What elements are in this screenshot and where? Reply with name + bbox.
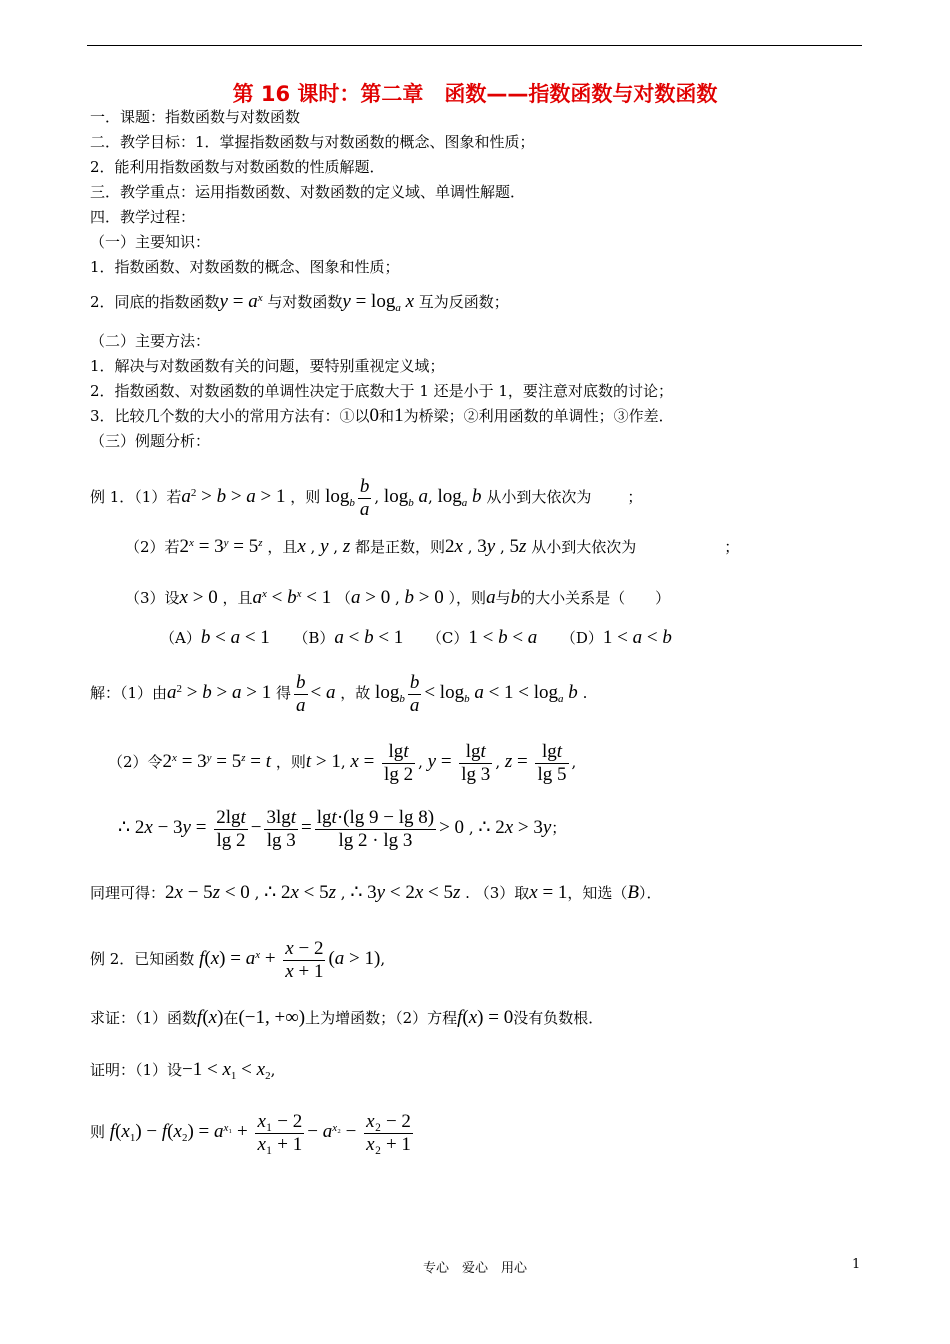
solution-part-3: ∴ 2x − 3y = $\frac{2\lg t}{\lg 2}$ − $\frac{3\lg t}{\lg 3}$ = $\frac{\lg t\cdot(\lg 9 - \lg 8)}{\lg 2 \cdot \lg 3}$ > 0 , ∴ 2x > 3y； [118,806,567,851]
line-goal-2: 2．能利用指数函数与对数函数的性质解题． [90,158,385,176]
page-title: 第 16 课时：第二章 函数——指数函数与对数函数 [232,82,718,106]
line-key-points: 三．教学重点：运用指数函数、对数函数的定义域、单调性解题． [90,183,526,201]
example-1-part-2: （2）若$2^x = 3^y = 5^z$ ，且x , y , z 都是正数，则2x , 3y , 5z 从小到大依次为 ； [125,536,740,557]
example-2: 例 2．已知函数 $f(x) = a^x$ + $\frac{x - 2}{x + 1}$ (a > 1), [90,937,386,982]
solution-part-2: （2）令$2^x = 3^y = 5^z = t$ ，则t > 1, x = $\frac{\lg t}{\lg 2}$ , y = $\frac{\lg t}{\lg 3}$ , z = $\frac{\lg t}{\lg 5}$ , [108,740,577,785]
example-1-part-3: （3）设x > 0 ，且$a^x < b^x < 1$ （a > 0 , b > 0 ），则a与b的大小关系是（ ） [125,587,671,608]
example-1-part-1: 例 1．（1）若$a^2 > b > a > 1$ ，则 $\log_b$ $\frac{b}{a}$ , $\log_b a$, $\log_a b$ 从小到大依次为 ； [90,475,643,520]
page-footer: 专心 爱心 用心 [422,1261,527,1276]
solution-part-4: 同理可得：2x − 5z < 0 , ∴ 2x < 5z , ∴ 3y < 2x < 5z . （3）取x = 1，知选（B）． [90,882,662,903]
option-b: （B）a < b < 1 [293,627,404,648]
proof-part-1: 证明：（1）设$-1 < x_1 < x_2$, [90,1059,276,1082]
line-method-3: 3．比较几个数的大小的常用方法有：①以0和1为桥梁；②利用函数的单调性；③作差． [90,405,674,426]
solution-part-1: 解：（1）由$a^2 > b > a > 1$ 得 $\frac{b}{a}$ < a ，故 $\log_b$ $\frac{b}{a}$ < $\log_b a < 1 < \log_a b$ . [90,671,588,716]
header-rule [87,45,862,46]
option-d: （D）1 < a < b [560,627,672,648]
line-main-knowledge: （一）主要知识： [90,233,211,251]
example-1-options [160,628,672,648]
option-c: （C）1 < b < a [426,627,538,648]
line-knowledge-2: 2．同底的指数函数$y = a^x$ 与对数函数$y = \log_a x$ 互为反函数； [90,291,509,314]
line-process: 四．教学过程： [90,208,196,226]
line-topic: 一．课题：指数函数与对数函数 [90,108,301,126]
page-number: 1 [852,1257,861,1272]
line-goal: 二．教学目标：1．掌握指数函数与对数函数的概念、图象和性质； [90,133,535,151]
line-method-2: 2．指数函数、对数函数的单调性决定于底数大于 1 还是小于 1，要注意对底数的讨论； [90,382,673,400]
line-examples: （三）例题分析： [90,432,211,450]
line-main-method: （二）主要方法： [90,332,211,350]
line-knowledge-1: 1．指数函数、对数函数的概念、图象和性质； [90,258,400,276]
line-method-1: 1．解决与对数函数有关的问题，要特别重视定义域； [90,357,445,375]
option-a: （A）b < a < 1 [160,627,270,648]
proof-statement: 求证：（1）函数f(x)在(−1, +∞)上为增函数；（2）方程f(x) = 0没有负数根． [90,1007,604,1028]
proof-part-2: 则 $f(x_1) - f(x_2) = a^{x_1}$ + $\frac{\text{x₁ − 2}}{\text{x₁ + 1}}$ − $a^{x_2}$ − $\frac{\text{x₂ − 2}}{\text{x₂ + 1}}$ [90,1110,411,1155]
